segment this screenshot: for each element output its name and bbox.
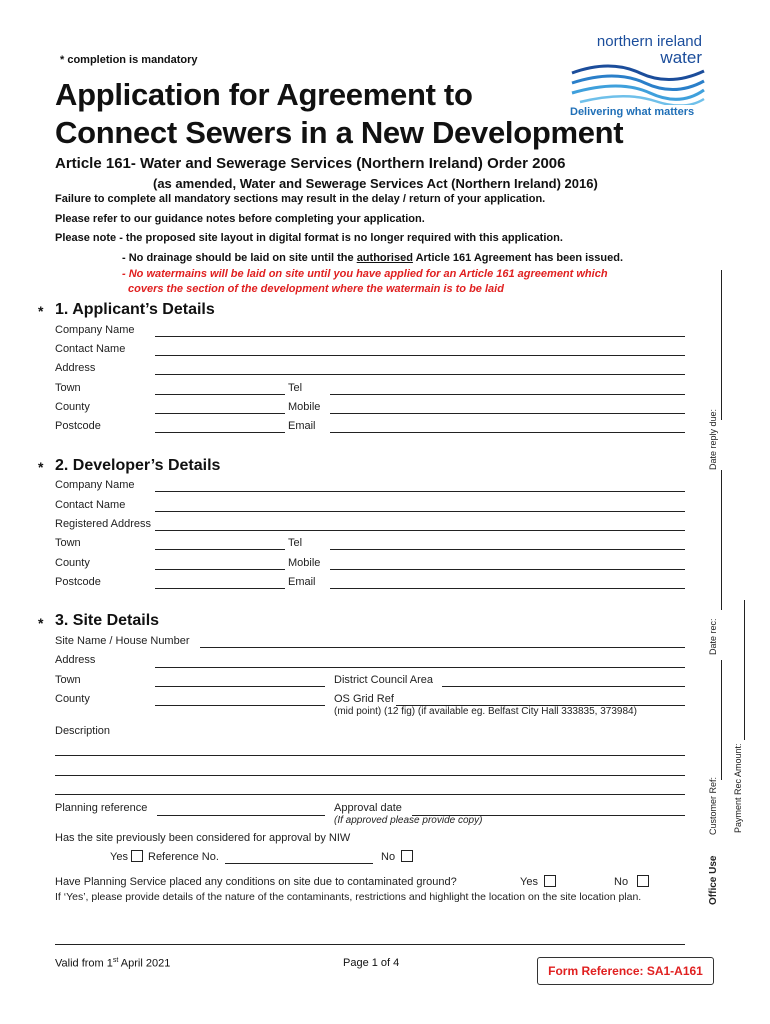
- s3-considered-no-checkbox[interactable]: [401, 850, 413, 862]
- s1-contact-field[interactable]: [155, 355, 685, 356]
- s1-town-field[interactable]: [155, 394, 285, 395]
- date-rec-line[interactable]: [721, 470, 722, 610]
- s2-email-label: Email: [288, 576, 316, 588]
- s3-reference-no-field[interactable]: [225, 863, 373, 864]
- logo-line-1: northern ireland: [596, 33, 702, 50]
- drainage-text-pre: - No drainage should be laid on site until the: [122, 252, 357, 264]
- section3-heading: 3. Site Details: [55, 612, 160, 629]
- watermains-note-line-1: - No watermains will be laid on site until you have applied for an Article 161 agreement which: [122, 268, 608, 280]
- s3-address-field[interactable]: [155, 667, 685, 668]
- s3-os-grid-label: OS Grid Ref: [334, 693, 394, 705]
- page-title: [55, 76, 623, 152]
- s2-tel-label: Tel: [288, 537, 303, 549]
- s2-tel-field[interactable]: [330, 549, 685, 550]
- valid-from-sup: st: [112, 957, 119, 964]
- please-note-text: - the proposed site layout in digital format is no longer required with this application.: [116, 232, 563, 244]
- s3-approval-hint: (If approved please provide copy): [334, 815, 483, 826]
- s3-description-field-1[interactable]: [55, 755, 685, 756]
- office-use-label: Office Use: [708, 855, 719, 905]
- s2-town-field[interactable]: [155, 549, 285, 550]
- footer-divider: [55, 944, 685, 945]
- s2-company-field[interactable]: [155, 491, 685, 492]
- s2-registered-address-label: Registered Address: [55, 518, 151, 530]
- s3-contaminated-detail: If ‘Yes’, please provide details of the nature of the contaminants, restrictions and highlight the location on the site location plan.: [55, 891, 642, 903]
- subtitle-article: Article 161- Water and Sewerage Services (Northern Ireland) Order 2006: [55, 155, 566, 172]
- s2-mobile-field[interactable]: [330, 569, 685, 570]
- s2-county-label: County: [55, 557, 90, 569]
- valid-from: [55, 957, 170, 970]
- valid-from-text: Valid from 1: [55, 957, 113, 970]
- s3-town-label: Town: [55, 674, 81, 686]
- s3-county-field[interactable]: [155, 705, 325, 706]
- drainage-text-authorised: authorised: [356, 252, 413, 264]
- s3-description-field-2[interactable]: [55, 775, 685, 776]
- s3-site-name-field[interactable]: [200, 647, 685, 648]
- s3-planning-ref-field[interactable]: [157, 815, 325, 816]
- s1-address-field[interactable]: [155, 374, 685, 375]
- s3-description-label: Description: [55, 725, 111, 737]
- s3-no-label: No: [381, 851, 396, 863]
- please-note-label: Please note: [55, 232, 117, 244]
- s3-district-label: District Council Area: [334, 674, 434, 686]
- s1-tel-label: Tel: [288, 382, 303, 394]
- s3-os-grid-hint: (mid point) (12 fig) (if available eg. Belfast City Hall 333835, 373984): [334, 706, 637, 717]
- s1-town-label: Town: [55, 382, 81, 394]
- date-reply-due-line[interactable]: [721, 270, 722, 420]
- s1-postcode-field[interactable]: [155, 432, 285, 433]
- customer-ref-line[interactable]: [721, 660, 722, 780]
- s2-contact-label: Contact Name: [55, 499, 126, 511]
- s3-district-field[interactable]: [442, 686, 685, 687]
- page-number: Page 1 of 4: [343, 957, 400, 969]
- s3-considered-question: Has the site previously been considered for approval by NIW: [55, 832, 351, 844]
- s3-county-label: County: [55, 693, 90, 705]
- niw-logo: [565, 33, 710, 123]
- watermains-note-line-2: covers the section of the development where the watermain is to be laid: [128, 283, 504, 295]
- subtitle-amended: (as amended, Water and Sewerage Services Act (Northern Ireland) 2016): [153, 176, 598, 191]
- s3-town-field[interactable]: [155, 686, 325, 687]
- s3-contaminated-question: Have Planning Service placed any conditions on site due to contaminated ground?: [55, 876, 457, 888]
- s1-postcode-label: Postcode: [55, 420, 101, 432]
- s2-registered-address-field[interactable]: [155, 530, 685, 531]
- mandatory-note: * completion is mandatory: [60, 54, 198, 66]
- s1-company-field[interactable]: [155, 336, 685, 337]
- s1-email-label: Email: [288, 420, 316, 432]
- wave-icon: [570, 63, 705, 105]
- logo-tagline: Delivering what matters: [570, 106, 695, 118]
- s3-yes-label: Yes: [110, 851, 128, 863]
- s3-contaminated-yes-label: Yes: [520, 876, 538, 888]
- s1-tel-field[interactable]: [330, 394, 685, 395]
- s2-county-field[interactable]: [155, 569, 285, 570]
- s2-town-label: Town: [55, 537, 81, 549]
- section1-heading: 1. Applicant’s Details: [55, 301, 215, 318]
- drainage-text-post: Article 161 Agreement has been issued.: [412, 252, 624, 264]
- s3-contaminated-no-label: No: [614, 876, 629, 888]
- digital-layout-note: [55, 232, 563, 244]
- customer-ref-label: Customer Ref:: [708, 776, 718, 835]
- s3-reference-no-label: Reference No.: [148, 851, 219, 863]
- title-line-2: Connect Sewers in a New Development: [55, 115, 624, 150]
- s2-mobile-label: Mobile: [288, 557, 321, 569]
- payment-rec-line[interactable]: [744, 600, 745, 740]
- s2-contact-field[interactable]: [155, 511, 685, 512]
- date-reply-due-label: Date reply due:: [708, 408, 718, 470]
- title-line-1: Application for Agreement to: [55, 77, 473, 112]
- s3-site-name-label: Site Name / House Number: [55, 635, 190, 647]
- guidance-note: Please refer to our guidance notes before completing your application.: [55, 213, 425, 225]
- s1-county-field[interactable]: [155, 413, 285, 414]
- s2-company-label: Company Name: [55, 479, 135, 491]
- date-rec-label: Date rec:: [708, 618, 718, 655]
- s3-description-field-3[interactable]: [55, 794, 685, 795]
- payment-rec-label: Payment Rec Amount:: [733, 743, 743, 833]
- s3-address-label: Address: [55, 654, 96, 666]
- valid-from-rest: April 2021: [118, 957, 171, 970]
- s3-contaminated-no-checkbox[interactable]: [637, 875, 649, 887]
- drainage-note: [122, 252, 623, 264]
- s1-email-field[interactable]: [330, 432, 685, 433]
- section2-star: *: [38, 459, 44, 475]
- s2-postcode-field[interactable]: [155, 588, 285, 589]
- failure-note: Failure to complete all mandatory sections may result in the delay / return of your application.: [55, 193, 546, 205]
- s3-considered-yes-checkbox[interactable]: [131, 850, 143, 862]
- s1-county-label: County: [55, 401, 90, 413]
- s1-contact-label: Contact Name: [55, 343, 126, 355]
- s2-postcode-label: Postcode: [55, 576, 101, 588]
- s1-company-label: Company Name: [55, 324, 135, 336]
- form-reference-badge: Form Reference: SA1-A161: [537, 957, 714, 985]
- s1-address-label: Address: [55, 362, 96, 374]
- s2-email-field[interactable]: [330, 588, 685, 589]
- section1-star: *: [38, 303, 44, 319]
- section2-heading: 2. Developer’s Details: [55, 457, 221, 474]
- s1-mobile-field[interactable]: [330, 413, 685, 414]
- s1-mobile-label: Mobile: [288, 401, 321, 413]
- s3-contaminated-yes-checkbox[interactable]: [544, 875, 556, 887]
- section3-star: *: [38, 615, 44, 631]
- logo-line-2: water: [660, 48, 702, 67]
- s3-approval-date-label: Approval date: [334, 802, 402, 814]
- s3-planning-ref-label: Planning reference: [55, 802, 148, 814]
